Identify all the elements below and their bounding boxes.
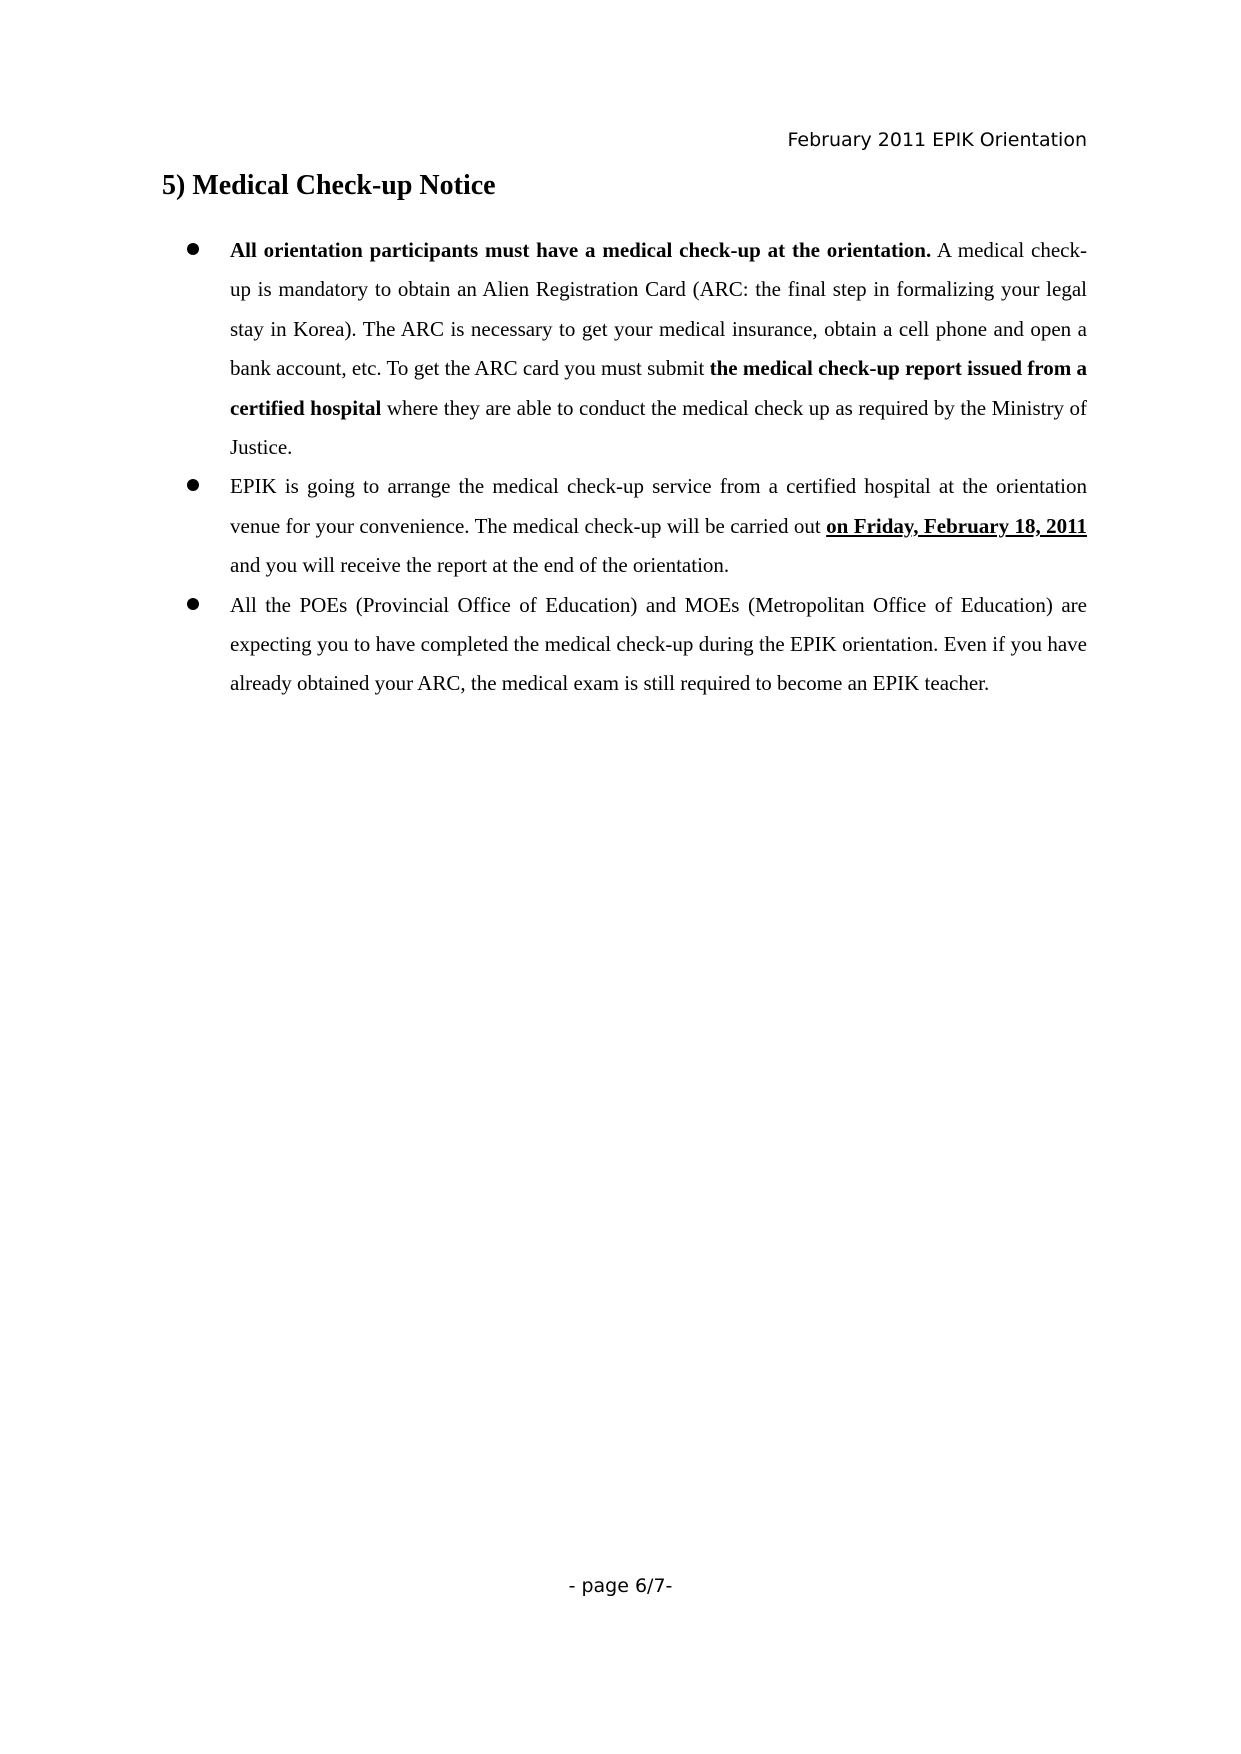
checkup-date: on Friday, February 18, 2011 [826,513,1087,538]
arrangement-text: EPIK is going to arrange the medical check-up service from a certified hospital at the orientation venue for your convenience. The medical check-up will be carried out [230,474,1087,538]
bullet-paragraph [230,467,1087,585]
list-item [0,231,1241,467]
list-item [0,586,1241,704]
arc-explanation: A medical check-up is mandatory to obtain an Alien Registration Card (ARC: the final step in formalizing your legal stay in Korea). The ARC is necessary to get your medical insurance, obtain a cell phone and open a bank account, etc. To get the ARC card you must submit [230,238,1087,381]
running-header: February 2011 EPIK Orientation [787,129,1087,151]
bullet-paragraph [230,231,1087,467]
mandatory-statement: All orientation participants must have a medical check-up at the orientation. [230,238,932,262]
notice-bullet-list [0,231,1241,704]
bullet-paragraph: All the POEs (Provincial Office of Education) and MOEs (Metropolitan Office of Education) are expecting you to have completed the medical check-up during the EPIK orientation. Even if you have already obtained your ARC, the medical exam is still required to become an EPIK teacher. [230,592,1087,696]
report-delivery-text: and you will receive the report at the end of the orientation. [230,553,730,578]
list-item [0,467,1241,585]
section-title: 5) Medical Check-up Notice [162,170,496,201]
bullet-icon [187,243,199,255]
bullet-icon [187,598,199,610]
ministry-requirement: where they are able to conduct the medical check up as required by the Ministry of Justice. [230,395,1088,460]
certified-report-emphasis: the medical check-up report issued from a certified hospital [230,356,1087,420]
bullet-icon [187,479,199,491]
page-number: - page 6/7- [568,1575,673,1597]
